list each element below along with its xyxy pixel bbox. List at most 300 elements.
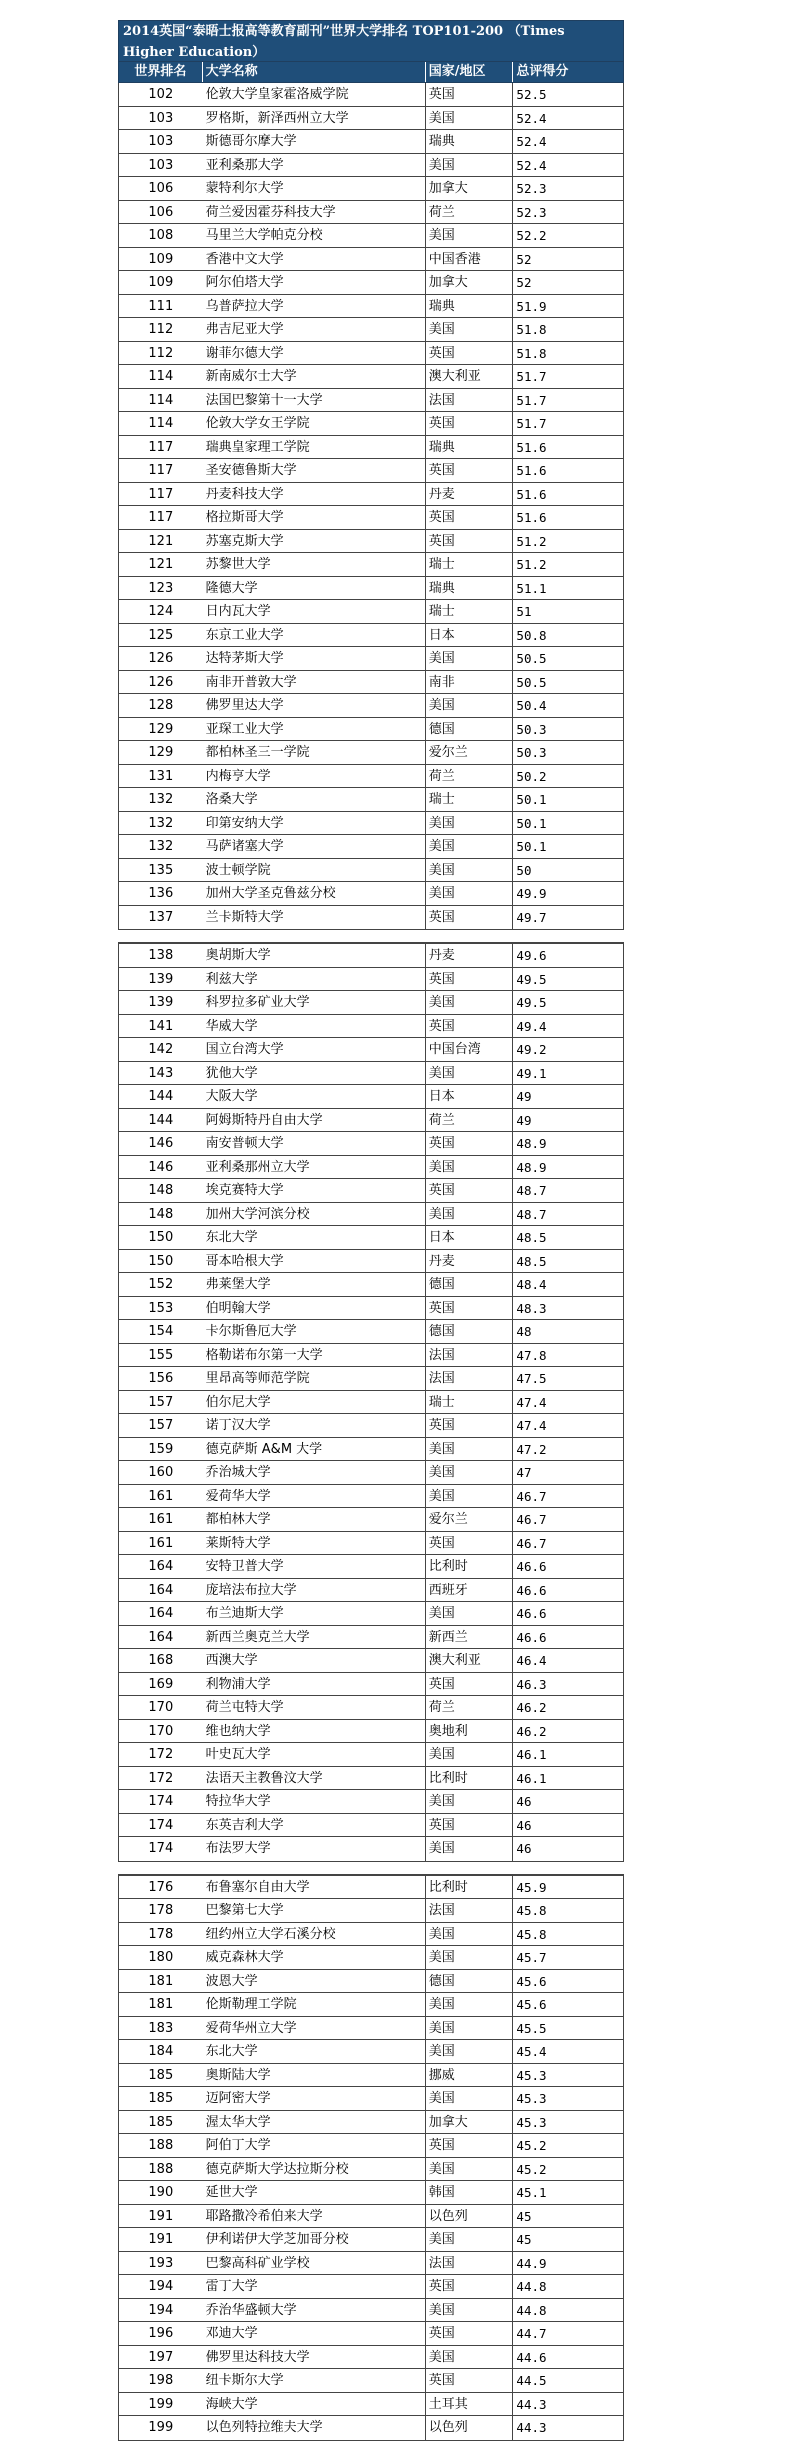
university-name-cell: 都柏林大学 bbox=[203, 1508, 426, 1532]
country-cell: 荷兰 bbox=[426, 765, 514, 789]
university-name-cell: 弗吉尼亚大学 bbox=[203, 318, 426, 342]
score-cell: 51.6 bbox=[513, 436, 623, 460]
rank-cell: 135 bbox=[119, 859, 203, 883]
table-row bbox=[119, 412, 623, 436]
score-cell: 47.4 bbox=[513, 1391, 623, 1415]
table-row bbox=[119, 107, 623, 131]
score-cell: 47.4 bbox=[513, 1414, 623, 1438]
country-cell: 美国 bbox=[426, 1438, 514, 1462]
country-cell: 土耳其 bbox=[426, 2393, 514, 2417]
country-cell: 荷兰 bbox=[426, 201, 514, 225]
table-row bbox=[119, 647, 623, 671]
country-cell: 挪威 bbox=[426, 2064, 514, 2088]
score-cell: 50.3 bbox=[513, 718, 623, 742]
score-cell: 45.4 bbox=[513, 2040, 623, 2064]
rank-cell: 161 bbox=[119, 1508, 203, 1532]
country-cell: 美国 bbox=[426, 859, 514, 883]
country-cell: 法国 bbox=[426, 1899, 514, 1923]
rank-cell: 174 bbox=[148, 1841, 174, 1856]
university-name-cell: 庞培法布拉大学 bbox=[203, 1579, 426, 1603]
score-cell: 51.1 bbox=[513, 577, 623, 601]
rank-cell: 181 bbox=[119, 1993, 203, 2017]
table-row bbox=[119, 1626, 623, 1650]
university-name-cell: 叶史瓦大学 bbox=[203, 1743, 426, 1767]
score-cell: 49 bbox=[513, 1085, 623, 1109]
rank-cell: 170 bbox=[119, 1720, 203, 1744]
rank-cell: 114 bbox=[119, 412, 203, 436]
rank-cell: 152 bbox=[119, 1273, 203, 1297]
university-name-cell: 延世大学 bbox=[203, 2181, 426, 2205]
header-rank: 世界排名 bbox=[119, 62, 203, 82]
score-cell: 50.5 bbox=[513, 671, 623, 695]
rank-cell: 174 bbox=[119, 1790, 203, 1814]
university-name-cell: 兰卡斯特大学 bbox=[203, 906, 426, 930]
table-row bbox=[119, 1273, 623, 1297]
university-name-cell: 伯尔尼大学 bbox=[203, 1391, 426, 1415]
table-row bbox=[119, 600, 623, 624]
rank-cell: 117 bbox=[119, 436, 203, 460]
country-cell: 英国 bbox=[426, 968, 514, 992]
rank-cell: 180 bbox=[119, 1946, 203, 1970]
university-name-cell: 南非开普敦大学 bbox=[203, 671, 426, 695]
score-cell: 49.1 bbox=[513, 1062, 623, 1086]
score-cell: 45.2 bbox=[513, 2134, 623, 2158]
rank-cell: 188 bbox=[119, 2158, 203, 2182]
university-name-cell: 亚利桑那州立大学 bbox=[203, 1156, 426, 1180]
country-cell: 美国 bbox=[426, 694, 514, 718]
country-cell: 美国 bbox=[426, 1743, 514, 1767]
rank-cell: 170 bbox=[119, 1696, 203, 1720]
university-name-cell: 丹麦科技大学 bbox=[203, 483, 426, 507]
university-name-cell: 法国巴黎第十一大学 bbox=[203, 389, 426, 413]
score-cell: 48.7 bbox=[513, 1179, 623, 1203]
country-cell: 美国 bbox=[426, 2346, 514, 2370]
university-name-cell: 隆德大学 bbox=[203, 577, 426, 601]
rank-cell: 161 bbox=[119, 1485, 203, 1509]
table-row bbox=[119, 1038, 623, 1062]
rank-cell: 164 bbox=[119, 1555, 203, 1579]
university-name-cell: 南安普顿大学 bbox=[203, 1132, 426, 1156]
score-cell: 51.6 bbox=[513, 506, 623, 530]
university-name-cell: 特拉华大学 bbox=[203, 1790, 426, 1814]
rank-cell: 106 bbox=[119, 177, 203, 201]
table-row bbox=[119, 2322, 623, 2346]
score-cell: 51.2 bbox=[513, 553, 623, 577]
country-cell: 美国 bbox=[426, 1485, 514, 1509]
score-cell: 45.2 bbox=[513, 2158, 623, 2182]
university-name-cell: 阿伯丁大学 bbox=[203, 2134, 426, 2158]
table-row bbox=[119, 991, 623, 1015]
country-cell: 美国 bbox=[426, 647, 514, 671]
country-cell: 新西兰 bbox=[426, 1626, 514, 1650]
rank-cell: 174 bbox=[119, 1814, 203, 1838]
score-cell: 51.9 bbox=[513, 295, 623, 319]
university-name-cell: 马萨诸塞大学 bbox=[203, 835, 426, 859]
university-name-cell: 伦敦大学女王学院 bbox=[203, 412, 426, 436]
score-cell: 47 bbox=[513, 1461, 623, 1485]
table-row bbox=[119, 436, 623, 460]
table-row bbox=[119, 1461, 623, 1485]
table-row bbox=[119, 944, 623, 968]
university-name-cell: 德克萨斯大学达拉斯分校 bbox=[203, 2158, 426, 2182]
university-name-cell: 以色列特拉维夫大学 bbox=[203, 2416, 426, 2440]
table-row bbox=[119, 1790, 623, 1814]
rank-cell: 150 bbox=[119, 1250, 203, 1274]
table-row bbox=[119, 1767, 623, 1791]
university-name-cell: 利物浦大学 bbox=[203, 1673, 426, 1697]
rank-cell: 172 bbox=[119, 1743, 203, 1767]
country-cell: 英国 bbox=[426, 412, 514, 436]
university-name-cell: 伊利诺伊大学芝加哥分校 bbox=[203, 2228, 426, 2252]
table-row bbox=[119, 1203, 623, 1227]
table-row bbox=[119, 2111, 623, 2135]
table-header bbox=[118, 62, 624, 83]
table-row bbox=[119, 1085, 623, 1109]
score-cell: 44.6 bbox=[513, 2346, 623, 2370]
rank-cell: 112 bbox=[119, 342, 203, 366]
score-cell: 51.7 bbox=[513, 389, 623, 413]
score-cell: 44.3 bbox=[513, 2393, 623, 2417]
rank-cell: 194 bbox=[119, 2299, 203, 2323]
university-name-cell: 卡尔斯鲁厄大学 bbox=[203, 1320, 426, 1344]
score-cell: 44.3 bbox=[516, 2420, 547, 2435]
country-cell: 比利时 bbox=[426, 1876, 514, 1900]
country-cell: 德国 bbox=[426, 1273, 514, 1297]
table-row bbox=[119, 1438, 623, 1462]
table-row bbox=[119, 1602, 623, 1626]
score-cell: 52 bbox=[513, 248, 623, 272]
table-row bbox=[119, 1673, 623, 1697]
rank-cell: 139 bbox=[119, 968, 203, 992]
rank-cell: 143 bbox=[119, 1062, 203, 1086]
university-name-cell: 哥本哈根大学 bbox=[203, 1250, 426, 1274]
university-name-cell: 巴黎高科矿业学校 bbox=[203, 2252, 426, 2276]
rank-cell: 150 bbox=[119, 1226, 203, 1250]
score-cell: 45.3 bbox=[513, 2064, 623, 2088]
rank-cell: 164 bbox=[119, 1579, 203, 1603]
rank-cell: 126 bbox=[119, 671, 203, 695]
table-row bbox=[119, 859, 623, 883]
university-name-cell: 新南威尔士大学 bbox=[203, 365, 426, 389]
table-row bbox=[119, 906, 623, 930]
score-cell: 50.1 bbox=[513, 788, 623, 812]
table-row bbox=[119, 1226, 623, 1250]
university-name-cell: 伦敦大学皇家霍洛威学院 bbox=[203, 83, 426, 107]
score-cell: 49 bbox=[513, 1109, 623, 1133]
table-row bbox=[119, 694, 623, 718]
university-name-cell: 科罗拉多矿业大学 bbox=[203, 991, 426, 1015]
score-cell: 46.4 bbox=[513, 1649, 623, 1673]
country-cell: 瑞典 bbox=[426, 436, 514, 460]
rank-cell: 132 bbox=[119, 835, 203, 859]
country-cell: 瑞士 bbox=[426, 553, 514, 577]
table-row bbox=[119, 1993, 623, 2017]
table-row bbox=[119, 1720, 623, 1744]
country-cell: 加拿大 bbox=[426, 177, 514, 201]
score-cell: 46 bbox=[516, 1841, 532, 1856]
rank-cell: 106 bbox=[119, 201, 203, 225]
university-name-cell: 佛罗里达大学 bbox=[203, 694, 426, 718]
table-row bbox=[119, 154, 623, 178]
university-name-cell: 海峡大学 bbox=[203, 2393, 426, 2417]
score-cell: 45.3 bbox=[513, 2111, 623, 2135]
rank-cell: 146 bbox=[119, 1156, 203, 1180]
country-cell: 丹麦 bbox=[426, 1250, 514, 1274]
country-cell: 美国 bbox=[426, 1837, 514, 1861]
rank-cell: 159 bbox=[119, 1438, 203, 1462]
table-row bbox=[119, 1876, 623, 1900]
table-row bbox=[119, 2087, 623, 2111]
country-cell: 法国 bbox=[426, 1344, 514, 1368]
country-cell: 澳大利亚 bbox=[426, 1649, 514, 1673]
rank-cell: 198 bbox=[119, 2369, 203, 2393]
university-name-cell: 乔治城大学 bbox=[203, 1461, 426, 1485]
table-row bbox=[119, 1923, 623, 1947]
university-name-cell: 雷丁大学 bbox=[203, 2275, 426, 2299]
rank-cell: 199 bbox=[148, 2420, 174, 2435]
rank-cell: 154 bbox=[119, 1320, 203, 1344]
score-cell: 49.2 bbox=[513, 1038, 623, 1062]
table-row bbox=[119, 2369, 623, 2393]
university-name-cell: 洛桑大学 bbox=[203, 788, 426, 812]
table-row bbox=[119, 765, 623, 789]
score-cell: 50.1 bbox=[513, 812, 623, 836]
table-row bbox=[119, 342, 623, 366]
score-cell: 45.8 bbox=[513, 1923, 623, 1947]
university-name-cell: 荷兰爱因霍芬科技大学 bbox=[203, 201, 426, 225]
score-cell: 45.6 bbox=[513, 1993, 623, 2017]
university-name-cell: 都柏林圣三一学院 bbox=[203, 741, 426, 765]
rank-cell: 164 bbox=[119, 1626, 203, 1650]
table-row bbox=[119, 318, 623, 342]
rank-cell: 132 bbox=[119, 788, 203, 812]
table-row bbox=[119, 882, 623, 906]
university-name-cell: 法语天主教鲁汶大学 bbox=[203, 1767, 426, 1791]
country-cell: 荷兰 bbox=[426, 1109, 514, 1133]
rank-cell: 188 bbox=[119, 2134, 203, 2158]
score-cell: 46 bbox=[513, 1814, 623, 1838]
table-row bbox=[119, 1946, 623, 1970]
country-cell: 英国 bbox=[426, 2322, 514, 2346]
table-row bbox=[119, 1837, 623, 1861]
university-name-cell: 蒙特利尔大学 bbox=[203, 177, 426, 201]
table-row bbox=[119, 1250, 623, 1274]
table-row bbox=[119, 1743, 623, 1767]
table-row bbox=[119, 1344, 623, 1368]
university-name-cell: 渥太华大学 bbox=[203, 2111, 426, 2135]
score-cell: 52.4 bbox=[513, 130, 623, 154]
table-row bbox=[119, 530, 623, 554]
rank-cell: 142 bbox=[119, 1038, 203, 1062]
university-name-cell: 苏塞克斯大学 bbox=[203, 530, 426, 554]
rank-cell: 108 bbox=[119, 224, 203, 248]
country-cell: 美国 bbox=[426, 1923, 514, 1947]
rank-cell: 112 bbox=[119, 318, 203, 342]
university-name-cell: 荷兰屯特大学 bbox=[203, 1696, 426, 1720]
table-row bbox=[119, 2181, 623, 2205]
university-name-cell: 格勒诺布尔第一大学 bbox=[203, 1344, 426, 1368]
rank-cell: 190 bbox=[119, 2181, 203, 2205]
country-cell: 丹麦 bbox=[426, 483, 514, 507]
table-row bbox=[119, 177, 623, 201]
table-row bbox=[119, 1532, 623, 1556]
country-cell: 美国 bbox=[426, 1461, 514, 1485]
table-row bbox=[119, 1649, 623, 1673]
country-cell: 美国 bbox=[426, 1062, 514, 1086]
rank-cell: 114 bbox=[119, 389, 203, 413]
university-name-cell: 爱荷华州立大学 bbox=[203, 2017, 426, 2041]
rank-cell: 144 bbox=[119, 1085, 203, 1109]
rank-cell: 172 bbox=[119, 1767, 203, 1791]
rank-cell: 141 bbox=[119, 1015, 203, 1039]
country-cell: 中国香港 bbox=[426, 248, 514, 272]
header-score: 总评得分 bbox=[516, 64, 569, 79]
country-cell: 英国 bbox=[426, 1179, 514, 1203]
university-name-cell: 马里兰大学帕克分校 bbox=[203, 224, 426, 248]
score-cell: 50.2 bbox=[513, 765, 623, 789]
score-cell: 46.3 bbox=[513, 1673, 623, 1697]
score-cell: 51.8 bbox=[513, 318, 623, 342]
country-cell: 英国 bbox=[426, 2134, 514, 2158]
table-row bbox=[119, 2158, 623, 2182]
rank-cell: 194 bbox=[119, 2275, 203, 2299]
table-row bbox=[119, 1485, 623, 1509]
score-cell: 51.6 bbox=[513, 459, 623, 483]
university-name-cell: 布法罗大学 bbox=[203, 1837, 426, 1861]
country-cell: 德国 bbox=[426, 1970, 514, 1994]
rank-cell: 114 bbox=[119, 365, 203, 389]
score-cell: 50 bbox=[513, 859, 623, 883]
score-cell: 48.9 bbox=[513, 1156, 623, 1180]
country-cell: 英国 bbox=[426, 83, 514, 107]
university-name-cell: 东北大学 bbox=[203, 1226, 426, 1250]
table-row bbox=[119, 2416, 623, 2440]
university-name-cell: 波士顿学院 bbox=[203, 859, 426, 883]
university-name-cell: 阿尔伯塔大学 bbox=[203, 271, 426, 295]
university-name-cell: 埃克赛特大学 bbox=[203, 1179, 426, 1203]
university-name-cell: 伯明翰大学 bbox=[203, 1297, 426, 1321]
country-cell: 美国 bbox=[426, 154, 514, 178]
score-cell: 48.5 bbox=[513, 1250, 623, 1274]
country-cell: 美国 bbox=[426, 812, 514, 836]
table-row bbox=[119, 2275, 623, 2299]
country-cell: 美国 bbox=[426, 882, 514, 906]
score-cell: 46.7 bbox=[513, 1532, 623, 1556]
university-name-cell: 圣安德鲁斯大学 bbox=[203, 459, 426, 483]
rank-cell: 176 bbox=[119, 1876, 203, 1900]
university-name-cell: 威克森林大学 bbox=[203, 1946, 426, 1970]
university-name-cell: 奥斯陆大学 bbox=[203, 2064, 426, 2088]
country-cell: 英国 bbox=[426, 1132, 514, 1156]
score-cell: 46.2 bbox=[513, 1720, 623, 1744]
table-row bbox=[119, 2040, 623, 2064]
table-row bbox=[119, 577, 623, 601]
score-cell: 52.4 bbox=[513, 107, 623, 131]
score-cell: 51.2 bbox=[513, 530, 623, 554]
table-title: 2014英国“泰晤士报高等教育副刊”世界大学排名 TOP101-200 （Times Higher Education） bbox=[118, 20, 624, 62]
university-name-cell: 莱斯特大学 bbox=[203, 1532, 426, 1556]
country-cell: 美国 bbox=[426, 1602, 514, 1626]
university-name-cell: 日内瓦大学 bbox=[203, 600, 426, 624]
country-cell: 美国 bbox=[426, 2087, 514, 2111]
country-cell: 瑞士 bbox=[426, 1391, 514, 1415]
country-cell: 瑞典 bbox=[426, 577, 514, 601]
rank-cell: 126 bbox=[119, 647, 203, 671]
university-name-cell: 利兹大学 bbox=[203, 968, 426, 992]
rank-cell: 121 bbox=[119, 553, 203, 577]
university-name-cell: 德克萨斯 A&M 大学 bbox=[203, 1438, 426, 1462]
rank-cell: 129 bbox=[119, 741, 203, 765]
score-cell: 46.6 bbox=[513, 1555, 623, 1579]
rank-cell: 144 bbox=[119, 1109, 203, 1133]
university-name-cell: 亚琛工业大学 bbox=[203, 718, 426, 742]
rank-cell: 185 bbox=[119, 2111, 203, 2135]
university-name-cell: 佛罗里达科技大学 bbox=[203, 2346, 426, 2370]
score-cell: 49.4 bbox=[513, 1015, 623, 1039]
table-row bbox=[119, 2205, 623, 2229]
rank-cell: 164 bbox=[119, 1602, 203, 1626]
country-cell: 美国 bbox=[426, 1790, 514, 1814]
table-row bbox=[119, 389, 623, 413]
country-cell: 美国 bbox=[426, 2228, 514, 2252]
country-cell: 瑞士 bbox=[426, 600, 514, 624]
country-cell: 英国 bbox=[426, 342, 514, 366]
score-cell: 49.5 bbox=[513, 991, 623, 1015]
table-row bbox=[119, 1320, 623, 1344]
rank-cell: 139 bbox=[119, 991, 203, 1015]
university-name-cell: 东京工业大学 bbox=[203, 624, 426, 648]
university-name-cell: 瑞典皇家理工学院 bbox=[203, 436, 426, 460]
table-row bbox=[119, 248, 623, 272]
table-row bbox=[119, 1899, 623, 1923]
score-cell: 47.5 bbox=[513, 1367, 623, 1391]
country-cell: 美国 bbox=[426, 2017, 514, 2041]
university-name-cell: 爱荷华大学 bbox=[203, 1485, 426, 1509]
rank-cell: 168 bbox=[119, 1649, 203, 1673]
rank-cell: 129 bbox=[119, 718, 203, 742]
score-cell: 48.5 bbox=[513, 1226, 623, 1250]
score-cell: 52.3 bbox=[513, 177, 623, 201]
university-name-cell: 安特卫普大学 bbox=[203, 1555, 426, 1579]
country-cell: 法国 bbox=[426, 389, 514, 413]
rank-cell: 183 bbox=[119, 2017, 203, 2041]
rank-cell: 157 bbox=[119, 1391, 203, 1415]
university-name-cell: 谢菲尔德大学 bbox=[203, 342, 426, 366]
score-cell: 51.6 bbox=[513, 483, 623, 507]
country-cell: 爱尔兰 bbox=[426, 741, 514, 765]
rank-cell: 181 bbox=[119, 1970, 203, 1994]
table-row bbox=[119, 201, 623, 225]
score-cell: 46.7 bbox=[513, 1508, 623, 1532]
header-country: 国家/地区 bbox=[426, 62, 514, 82]
university-name-cell: 伦斯勒理工学院 bbox=[203, 1993, 426, 2017]
rank-cell: 136 bbox=[119, 882, 203, 906]
score-cell: 44.8 bbox=[513, 2299, 623, 2323]
rank-cell: 178 bbox=[119, 1899, 203, 1923]
score-cell: 49.7 bbox=[516, 909, 547, 925]
score-cell: 45 bbox=[513, 2228, 623, 2252]
rank-cell: 193 bbox=[119, 2252, 203, 2276]
university-name-cell: 东北大学 bbox=[203, 2040, 426, 2064]
score-cell: 45.9 bbox=[513, 1876, 623, 1900]
score-cell: 46.6 bbox=[513, 1626, 623, 1650]
country-cell: 比利时 bbox=[426, 1767, 514, 1791]
table-row bbox=[119, 224, 623, 248]
country-cell: 爱尔兰 bbox=[426, 1508, 514, 1532]
score-cell: 45.8 bbox=[513, 1899, 623, 1923]
table-row bbox=[119, 365, 623, 389]
rank-cell: 155 bbox=[119, 1344, 203, 1368]
